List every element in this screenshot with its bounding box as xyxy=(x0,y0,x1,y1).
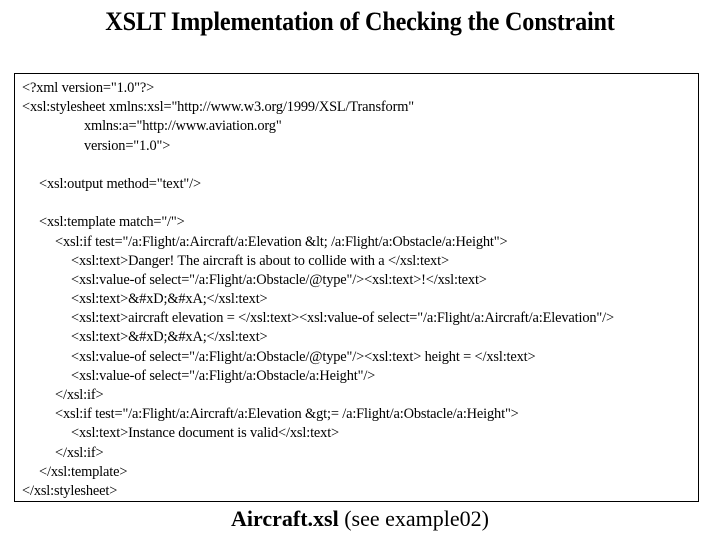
code-line: <xsl:value-of select="/a:Flight/a:Obstacle/@type"/><xsl:text> height = </xsl:text> xyxy=(71,348,536,365)
code-line: <xsl:text>&#xD;&#xA;</xsl:text> xyxy=(71,329,268,346)
code-lines xyxy=(22,79,694,501)
code-line: <xsl:if test="/a:Flight/a:Aircraft/a:Elevation &gt;= /a:Flight/a:Obstacle/a:Height"> xyxy=(55,406,519,423)
code-line: <xsl:value-of select="/a:Flight/a:Obstacle/@type"/><xsl:text>!</xsl:text> xyxy=(71,271,487,288)
caption-filename: Aircraft.xsl xyxy=(231,506,339,531)
code-line: <xsl:text>Danger! The aircraft is about to collide with a </xsl:text> xyxy=(71,252,449,269)
code-line xyxy=(22,156,694,175)
slide-title: XSLT Implementation of Checking the Constraint xyxy=(105,7,615,36)
code-line: <xsl:stylesheet xmlns:xsl="http://www.w3.org/1999/XSL/Transform" xyxy=(22,99,415,116)
code-line: <xsl:template match="/"> xyxy=(39,214,185,231)
code-line: <xsl:text>aircraft elevation = </xsl:text><xsl:value-of select="/a:Flight/a:Aircraft/a:Elevation"/> xyxy=(71,310,614,327)
code-listing-box xyxy=(14,73,699,502)
code-line: <xsl:text>Instance document is valid</xsl:text> xyxy=(71,425,340,442)
code-line: </xsl:template> xyxy=(39,463,128,480)
caption-note: (see example02) xyxy=(338,506,489,531)
code-line: </xsl:stylesheet> xyxy=(22,482,118,499)
code-line: </xsl:if> xyxy=(55,444,104,461)
code-line: </xsl:if> xyxy=(55,387,104,403)
code-line: <xsl:value-of select="/a:Flight/a:Obstacle/a:Height"/> xyxy=(71,367,376,384)
slide-caption xyxy=(0,503,720,535)
code-line: <xsl:if test="/a:Flight/a:Aircraft/a:Elevation &lt; /a:Flight/a:Obstacle/a:Height"> xyxy=(55,233,508,250)
code-line xyxy=(22,194,694,213)
code-line: xmlns:a="http://www.aviation.org" xyxy=(84,118,282,135)
code-line: version="1.0"> xyxy=(84,137,171,154)
code-line: <xsl:text>&#xD;&#xA;</xsl:text> xyxy=(71,291,268,308)
code-line: <?xml version="1.0"?> xyxy=(22,80,155,96)
code-line: <xsl:output method="text"/> xyxy=(39,175,201,192)
